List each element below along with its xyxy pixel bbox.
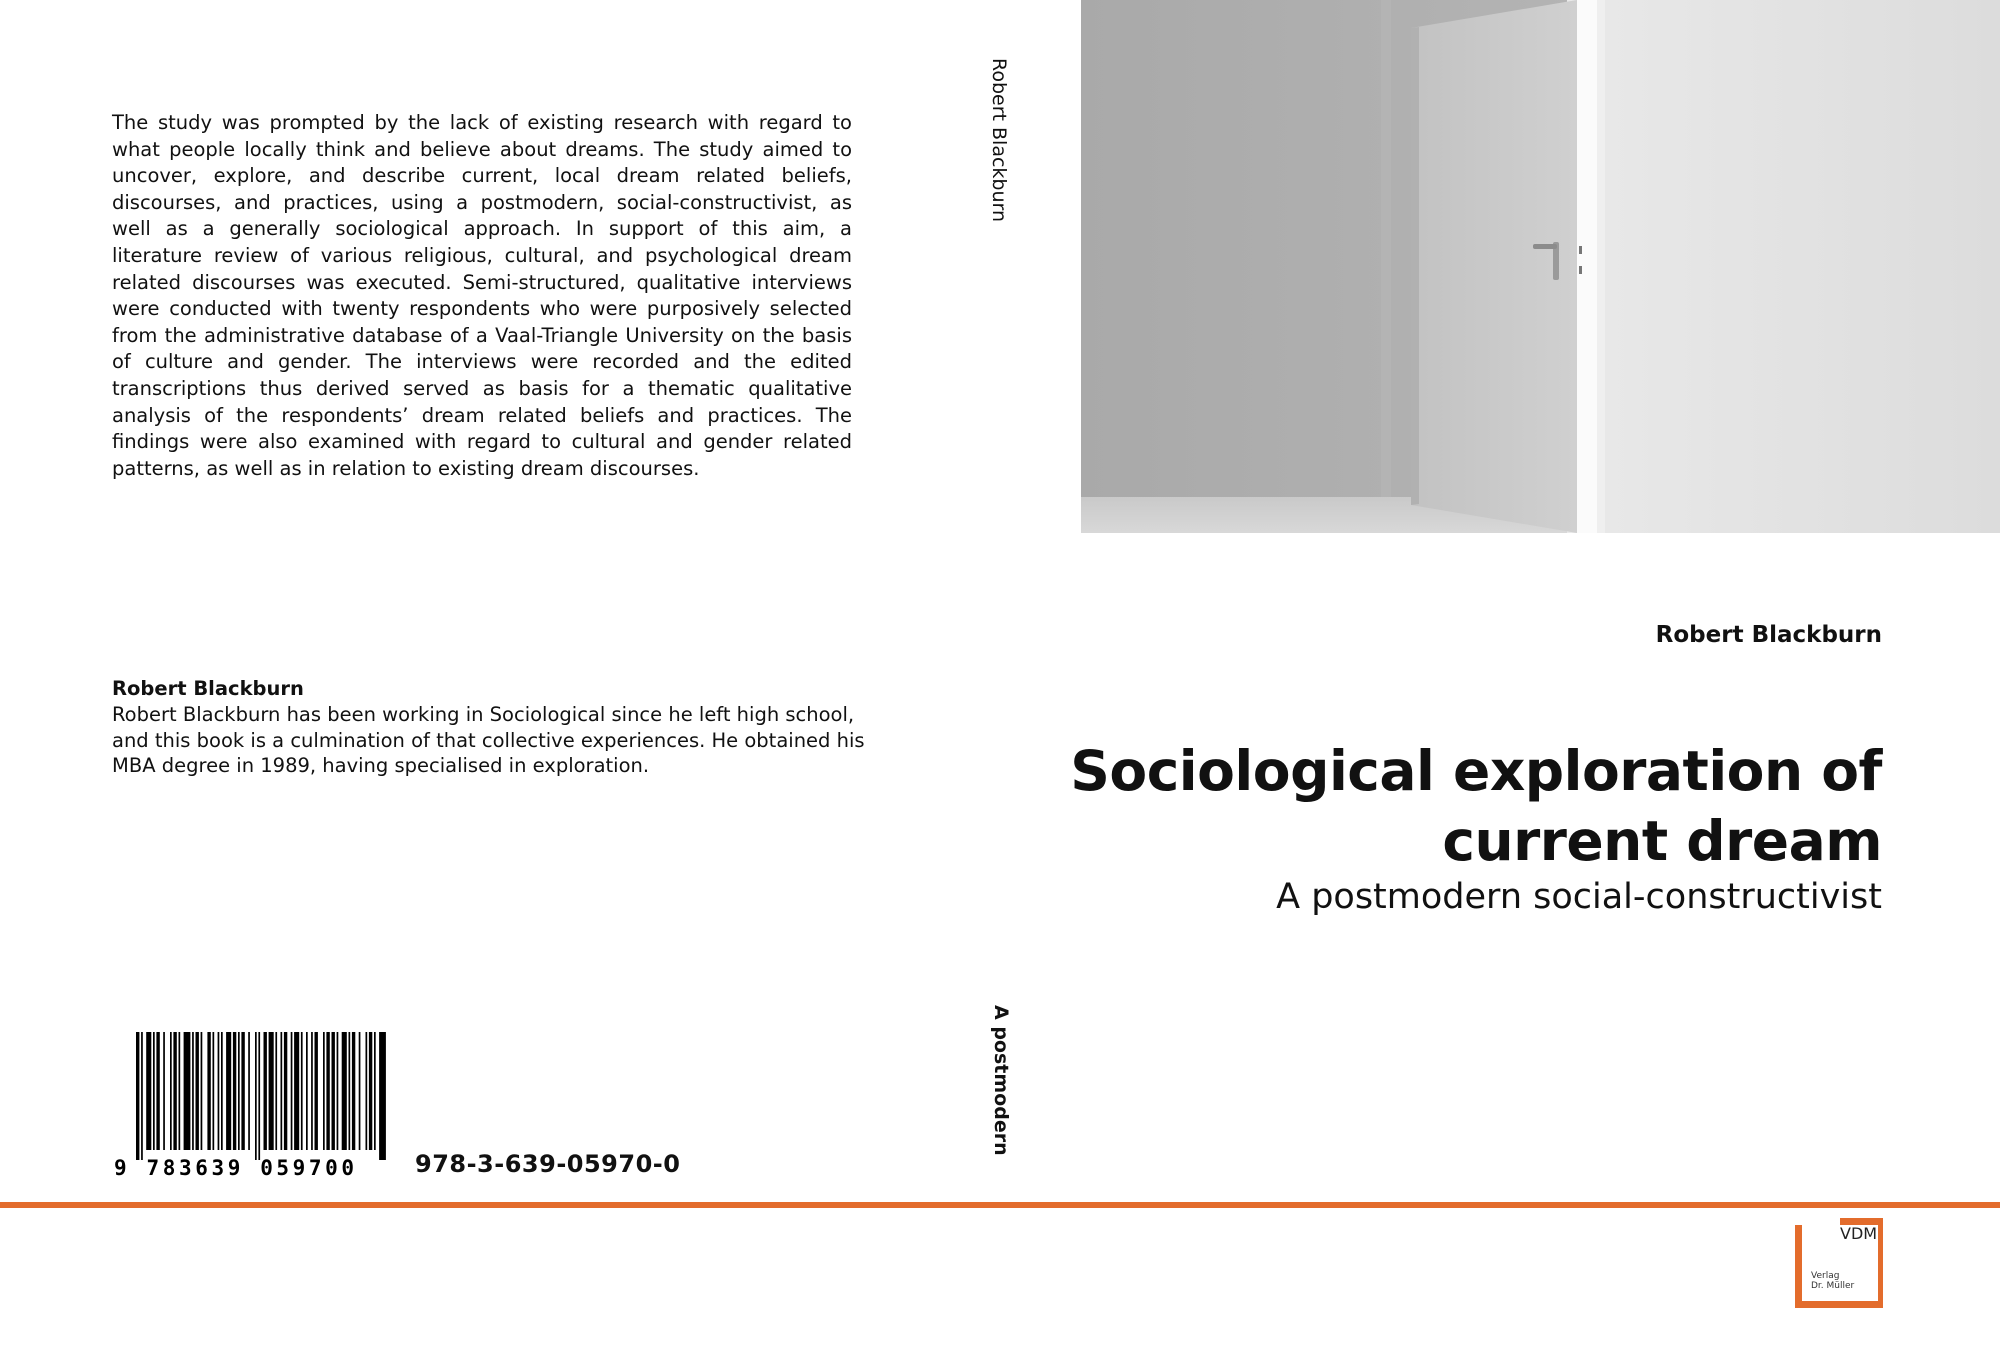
barcode-bar [332, 1032, 335, 1150]
barcode-bar [374, 1032, 376, 1150]
barcode-bar [170, 1032, 172, 1150]
barcode-bar [306, 1032, 308, 1150]
barcode-bar [238, 1032, 240, 1150]
barcode-bar [196, 1032, 199, 1150]
barcode-bar [173, 1032, 176, 1150]
accent-divider-line [0, 1202, 2000, 1208]
barcode-bar [146, 1032, 151, 1150]
barcode-bar [153, 1032, 155, 1150]
book-subtitle: A postmodern social-constructivist [1276, 877, 1882, 917]
barcode-bar [281, 1032, 283, 1150]
vdm-logo-subtext-2: Dr. Müller [1811, 1281, 1855, 1291]
barcode-digits: 9 783639 059700 [114, 1156, 358, 1180]
barcode-bar [248, 1032, 250, 1150]
barcode-bar [275, 1032, 277, 1150]
barcode-bar [366, 1032, 368, 1150]
barcode-bar [184, 1032, 191, 1150]
spine-title: A postmodern [990, 1005, 1012, 1156]
vdm-logo-text: VDM [1840, 1224, 1878, 1243]
cover-photo-door [1081, 0, 2000, 533]
barcode-bar [258, 1032, 260, 1160]
vdm-logo-subtext-1: Verlag [1811, 1271, 1840, 1281]
barcode-bar [269, 1032, 274, 1150]
barcode-bar [221, 1032, 223, 1150]
barcode-bar [284, 1032, 287, 1150]
barcode-bar [156, 1032, 159, 1150]
barcode-bar [192, 1032, 194, 1150]
barcode-bar [359, 1032, 361, 1150]
barcode-bar [136, 1032, 139, 1160]
barcode-bar [163, 1032, 165, 1150]
front-author: Robert Blackburn [1655, 622, 1882, 648]
barcode-bar [291, 1032, 293, 1150]
barcode-bar [369, 1032, 372, 1150]
barcode-bar [311, 1032, 313, 1150]
back-author-heading: Robert Blackburn [112, 677, 304, 700]
barcode-bar [218, 1032, 220, 1150]
barcode-bar [213, 1032, 215, 1150]
barcode-bar [337, 1032, 339, 1150]
barcode-bar [179, 1032, 181, 1150]
barcode-bar [379, 1032, 386, 1160]
barcode-bar [141, 1032, 143, 1160]
barcode-bar [352, 1032, 355, 1150]
isbn-number: 978-3-639-05970-0 [415, 1150, 681, 1178]
barcode-bar [241, 1032, 244, 1150]
author-bio: Robert Blackburn has been working in Sociological since he left high school, and this book is a culmination of that collective experiences. He obtained his MBA degree in 1989, having specialised in exploration. [112, 703, 865, 777]
barcode-bar [301, 1032, 303, 1150]
isbn-barcode [112, 1030, 392, 1180]
spine-author: Robert Blackburn [988, 58, 1010, 223]
barcode-bar [264, 1032, 267, 1150]
barcode-bar [226, 1032, 231, 1150]
back-cover-blurb: The study was prompted by the lack of existing research with regard to what people locally think and believe about dreams. The study aimed to uncover, explore, and describe current, local dream related beliefs, discourses, and practices, using a postmodern, social-constructivist, as well as a generally sociological approach. In support of this aim, a literature review of various religious, cultural, and psychological dream related discourses was executed. Semi-structured, qualitative interviews were conducted with twenty respondents who were purposively selected from the administrative database of a Vaal-Triangle University on the basis of culture and gender. The interviews were recorded and the edited transcriptions thus derived served as basis for a thematic qualitative analysis of the respondents’ dream related beliefs and practices. The findings were also examined with regard to cultural and gender related patterns, as well as in relation to existing dream discourses. [112, 111, 852, 480]
barcode-bar [294, 1032, 299, 1150]
barcode-bar [349, 1032, 351, 1150]
barcode-bar [342, 1032, 347, 1150]
barcode-bar [323, 1032, 325, 1150]
barcode-bar [201, 1032, 203, 1150]
barcode-bar [207, 1032, 210, 1150]
barcode-bar [255, 1032, 257, 1160]
barcode-bar [315, 1032, 318, 1150]
barcode-bar [326, 1032, 329, 1150]
barcode-bar [233, 1032, 236, 1150]
book-title: Sociological exploration of current dream [1070, 739, 1882, 873]
